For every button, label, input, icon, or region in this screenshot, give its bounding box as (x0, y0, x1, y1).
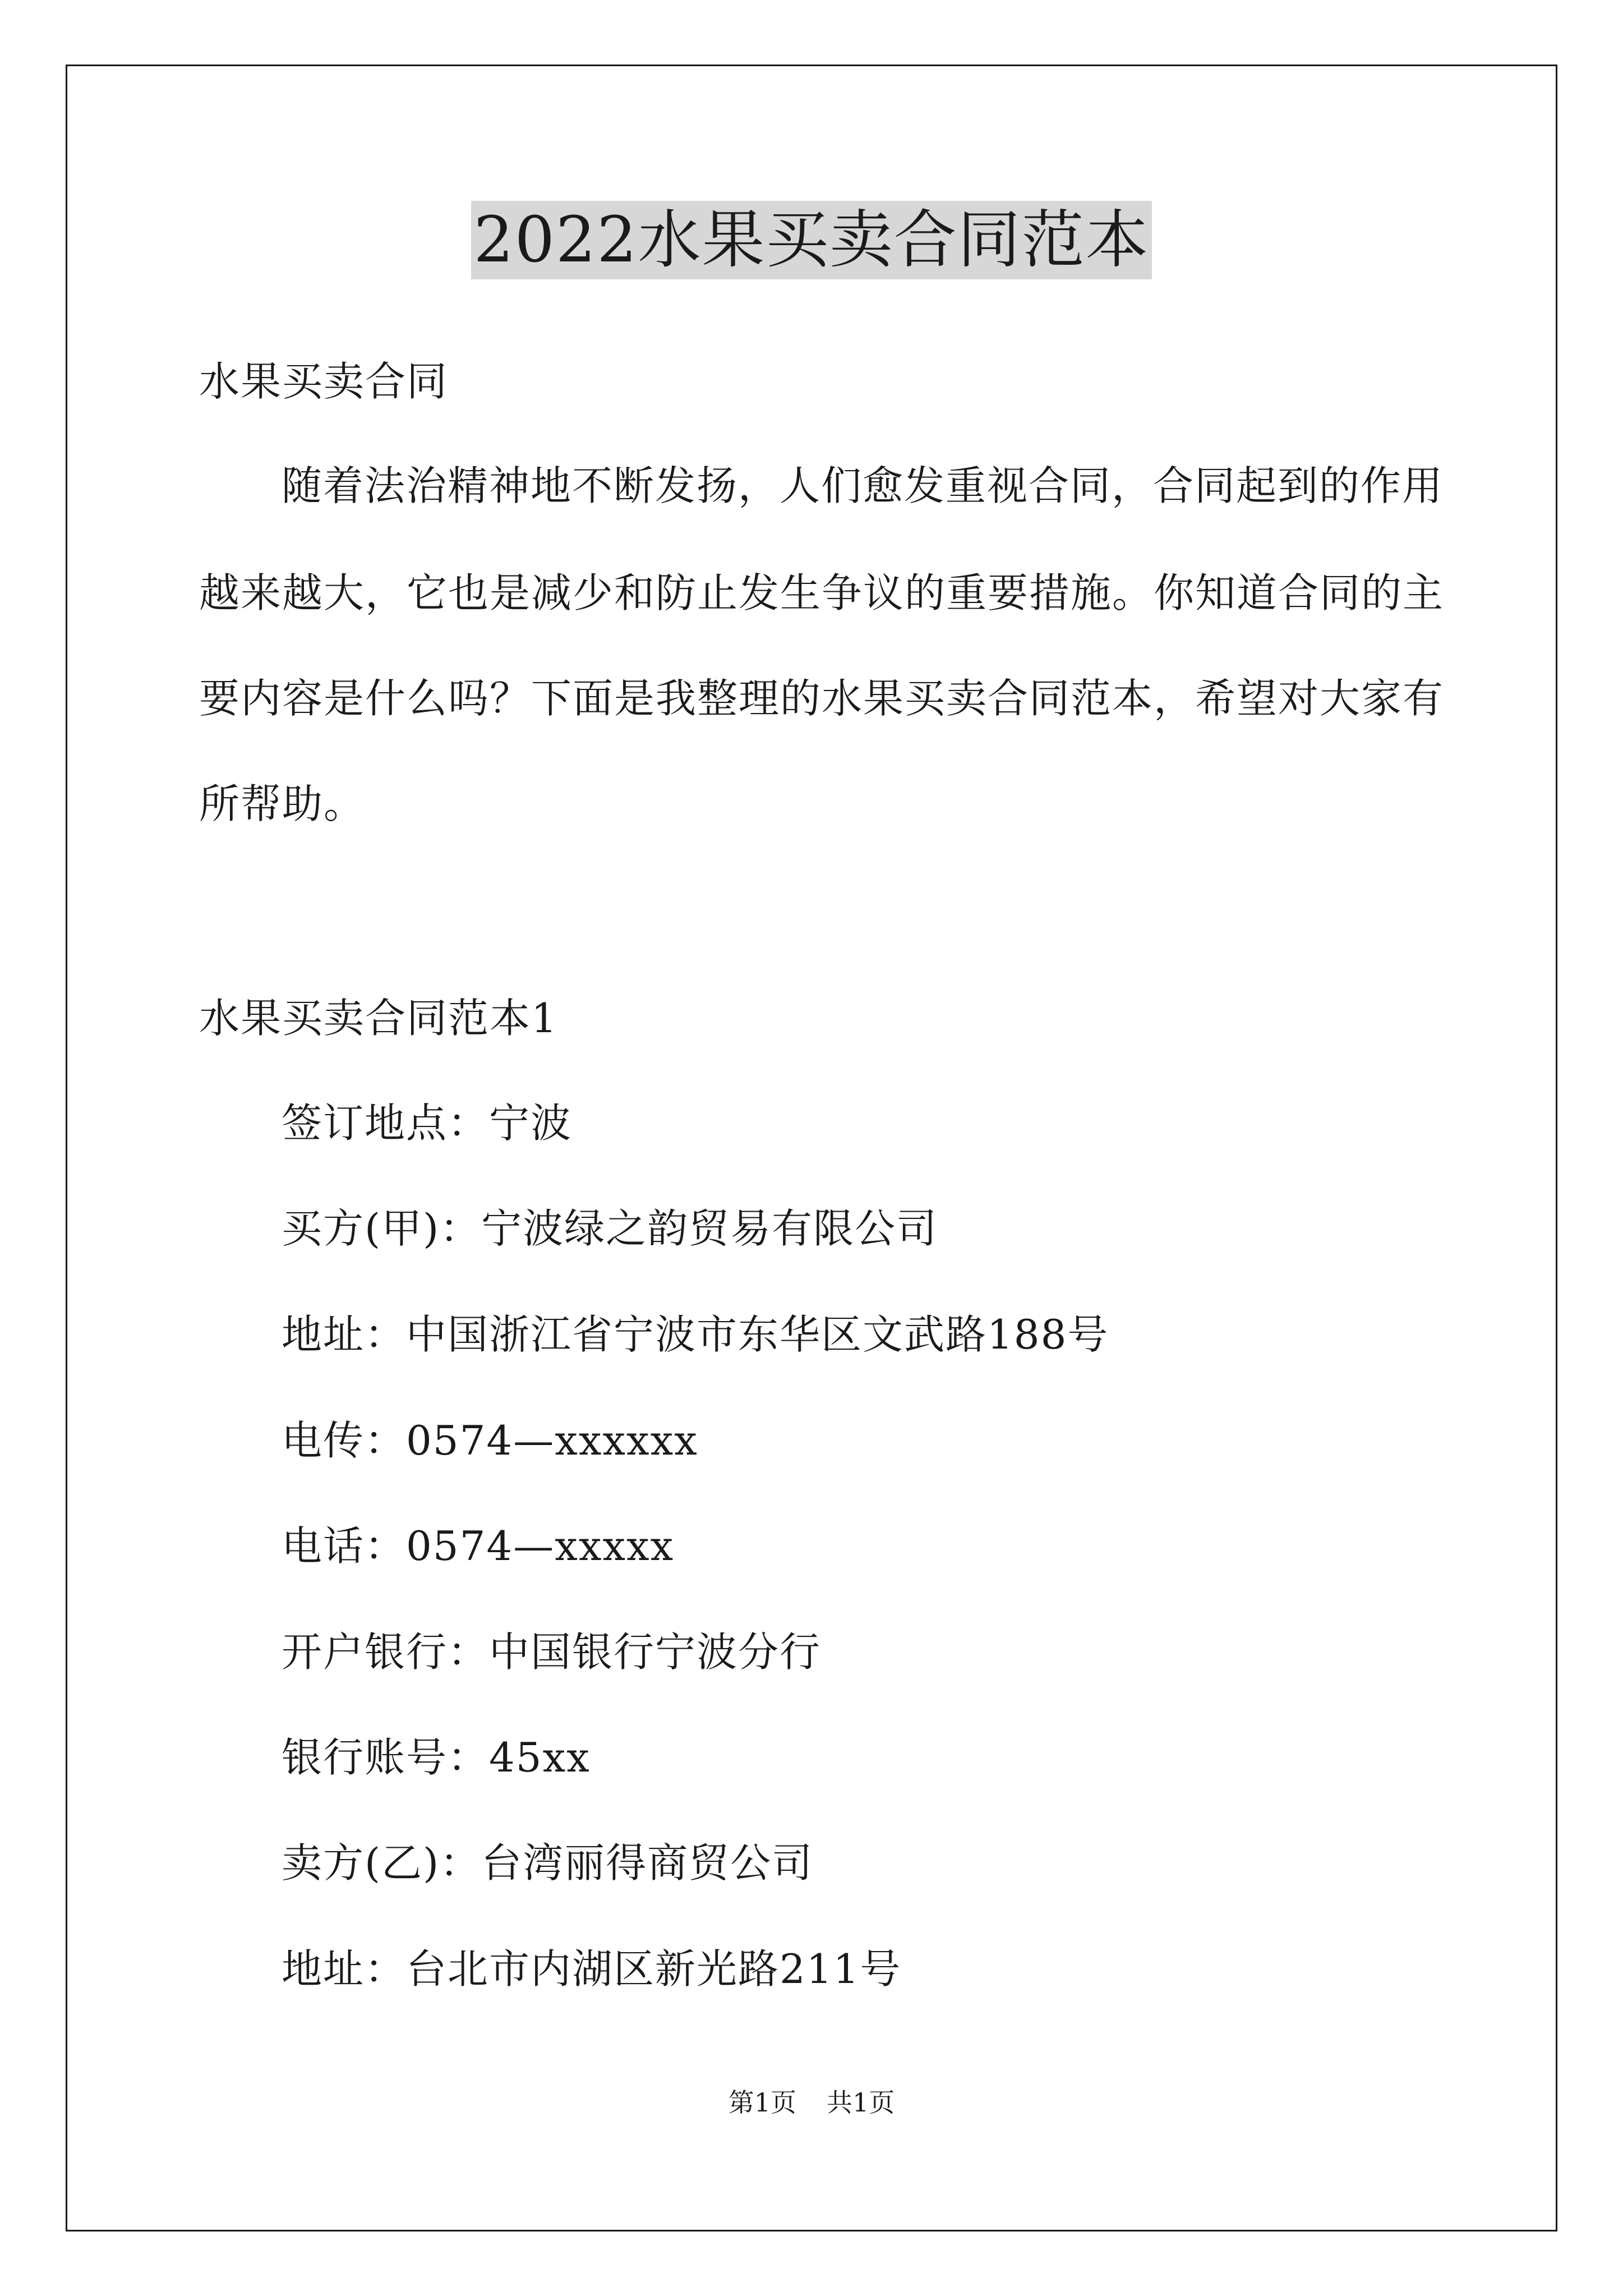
section-title: 水果买卖合同范本1 (199, 995, 558, 1042)
intro-line-2: 越来越大，它也是减少和防止发生争议的重要措施。你知道合同的主 (199, 569, 1445, 616)
field-buyer: 买方(甲)：宁波绿之韵贸易有限公司 (282, 1205, 938, 1252)
field-bank-account: 银行账号：45xx (282, 1734, 591, 1781)
field-buyer-address: 地址：中国浙江省宁波市东华区文武路188号 (282, 1311, 1109, 1358)
page-footer (0, 2086, 1623, 2119)
field-bank: 开户银行：中国银行宁波分行 (282, 1628, 822, 1676)
document-heading: 水果买卖合同 (199, 358, 449, 405)
field-telex: 电传：0574—xxxxxx (282, 1417, 698, 1464)
field-seller: 卖方(乙)：台湾丽得商贸公司 (282, 1839, 814, 1887)
field-phone: 电话：0574—xxxxx (282, 1522, 675, 1570)
document-title: 2022水果买卖合同范本 (471, 201, 1151, 279)
page-total: 共1页 (827, 2087, 895, 2118)
intro-line-3: 要内容是什么吗？下面是我整理的水果买卖合同范本，希望对大家有 (199, 675, 1445, 722)
field-signing-place: 签订地点：宁波 (282, 1099, 573, 1147)
title-wrap (0, 201, 1623, 279)
intro-line-1: 随着法治精神地不断发扬，人们愈发重视合同，合同起到的作用 (282, 462, 1444, 509)
intro-line-4: 所帮助。 (199, 780, 366, 827)
field-seller-address: 地址：台北市内湖区新光路211号 (282, 1945, 902, 1993)
page-number: 第1页 (728, 2087, 796, 2118)
